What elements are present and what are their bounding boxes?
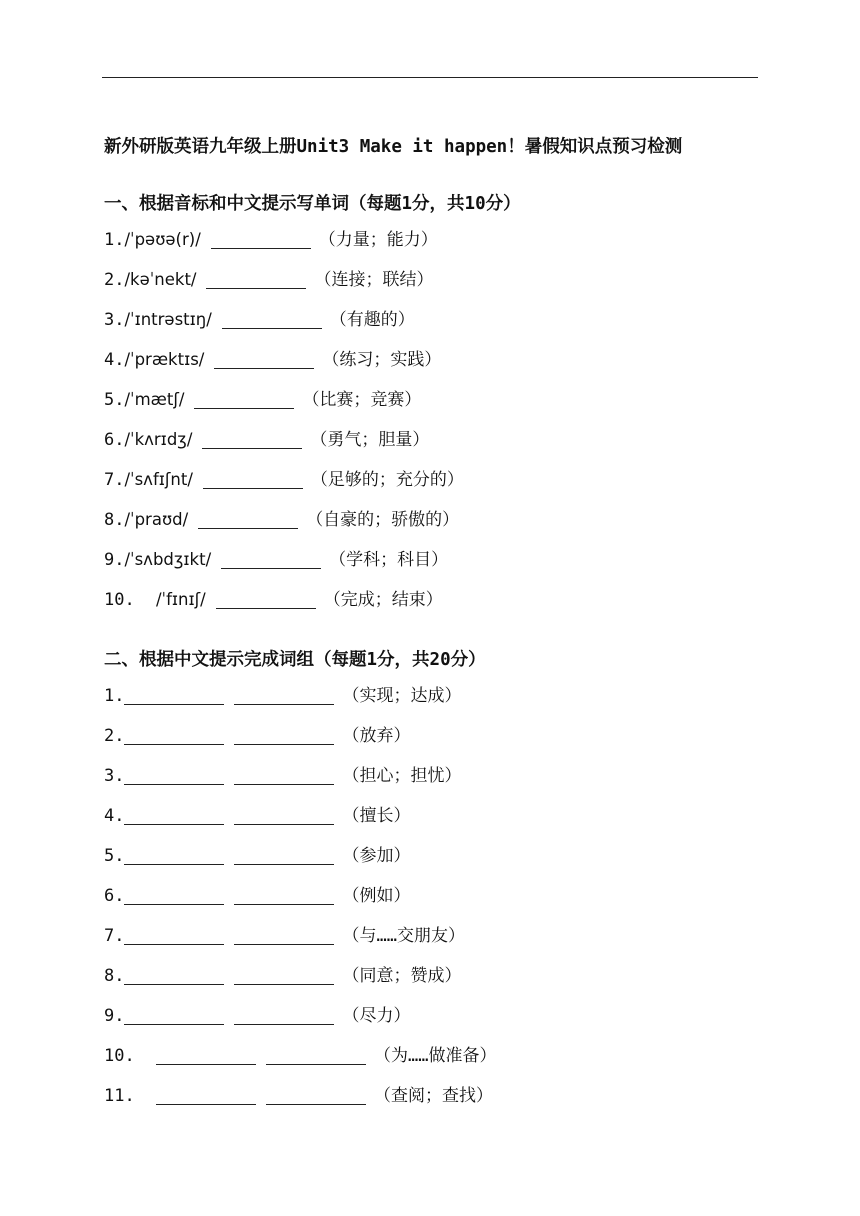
item-number: 8. [104, 510, 125, 530]
word-item [104, 468, 464, 492]
phonetic: /ˈpraʊd/ [124, 510, 189, 529]
answer-blank[interactable] [214, 350, 314, 369]
item-number: 4. [104, 806, 125, 826]
answer-blank[interactable] [124, 886, 224, 905]
phrase-item [104, 684, 461, 708]
chinese-hint: （比赛；竞赛） [302, 390, 422, 410]
answer-blank[interactable] [234, 806, 334, 825]
answer-blank[interactable] [221, 550, 321, 569]
answer-blank[interactable] [211, 230, 311, 249]
answer-blank[interactable] [156, 1046, 256, 1065]
item-number: 6. [104, 430, 125, 450]
item-number: 4. [104, 350, 125, 370]
answer-blank[interactable] [266, 1046, 366, 1065]
answer-blank[interactable] [234, 886, 334, 905]
phonetic: /ˈpəʊə(r)/ [124, 230, 201, 249]
phrase-item [104, 1084, 493, 1108]
chinese-hint: （完成；结束） [323, 590, 443, 610]
answer-blank[interactable] [124, 686, 224, 705]
phrase-item [104, 804, 410, 828]
answer-blank[interactable] [124, 846, 224, 865]
answer-blank[interactable] [234, 926, 334, 945]
answer-blank[interactable] [124, 766, 224, 785]
chinese-hint: （学科；科目） [329, 550, 449, 570]
item-number: 7. [104, 926, 125, 946]
answer-blank[interactable] [124, 926, 224, 945]
item-number: 10. [104, 1046, 135, 1066]
word-item [104, 428, 429, 452]
answer-blank[interactable] [234, 766, 334, 785]
chinese-hint: （尽力） [342, 1006, 411, 1026]
phrase-item [104, 884, 410, 908]
item-number: 1. [104, 686, 125, 706]
phonetic: /ˈpræktɪs/ [124, 350, 205, 369]
chinese-hint: （担心；担忧） [342, 766, 462, 786]
phrase-item [104, 964, 461, 988]
answer-blank[interactable] [124, 966, 224, 985]
chinese-hint: （有趣的） [329, 310, 415, 330]
answer-blank[interactable] [216, 590, 316, 609]
word-item [104, 228, 438, 252]
chinese-hint: （实现；达成） [342, 686, 462, 706]
answer-blank[interactable] [124, 726, 224, 745]
phonetic: /ˈsʌbdʒɪkt/ [124, 550, 212, 569]
item-number: 2. [104, 726, 125, 746]
chinese-hint: （与……交朋友） [342, 926, 465, 946]
phrase-item [104, 844, 410, 868]
section1-heading: 一、根据音标和中文提示写单词（每题1分，共10分） [104, 194, 521, 214]
answer-blank[interactable] [202, 430, 302, 449]
item-number: 5. [104, 846, 125, 866]
section2-heading: 二、根据中文提示完成词组（每题1分，共20分） [104, 650, 486, 670]
answer-blank[interactable] [266, 1086, 366, 1105]
item-number: 10. [104, 590, 135, 610]
chinese-hint: （连接；联结） [314, 270, 434, 290]
header-rule [102, 77, 758, 78]
chinese-hint: （足够的；充分的） [310, 470, 464, 490]
item-number: 6. [104, 886, 125, 906]
item-number: 9. [104, 1006, 125, 1026]
chinese-hint: （练习；实践） [322, 350, 442, 370]
item-number: 8. [104, 966, 125, 986]
answer-blank[interactable] [198, 510, 298, 529]
phonetic: /ˈɪntrəstɪŋ/ [124, 310, 212, 329]
item-number: 1. [104, 230, 125, 250]
answer-blank[interactable] [156, 1086, 256, 1105]
chinese-hint: （放弃） [342, 726, 411, 746]
answer-blank[interactable] [234, 846, 334, 865]
phonetic: /ˈsʌfɪʃnt/ [124, 470, 193, 489]
chinese-hint: （例如） [342, 886, 411, 906]
chinese-hint: （查阅；查找） [374, 1086, 493, 1106]
word-item [104, 308, 415, 332]
word-item [104, 348, 441, 372]
phrase-item [104, 1004, 410, 1028]
item-number: 3. [104, 310, 125, 330]
phrase-item [104, 724, 410, 748]
chinese-hint: （勇气；胆量） [310, 430, 430, 450]
answer-blank[interactable] [234, 966, 334, 985]
phonetic: /ˈmætʃ/ [124, 390, 185, 409]
chinese-hint: （自豪的；骄傲的） [306, 510, 460, 530]
item-number: 9. [104, 550, 125, 570]
word-item [104, 588, 443, 612]
phrase-item [104, 1044, 496, 1068]
answer-blank[interactable] [124, 806, 224, 825]
item-number: 7. [104, 470, 125, 490]
chinese-hint: （为……做准备） [374, 1046, 497, 1066]
chinese-hint: （擅长） [342, 806, 411, 826]
page-title: 新外研版英语九年级上册Unit3 Make it happen！暑假知识点预习检测 [104, 137, 683, 157]
answer-blank[interactable] [234, 726, 334, 745]
phonetic: /ˈkʌrɪdʒ/ [124, 430, 193, 449]
chinese-hint: （参加） [342, 846, 411, 866]
answer-blank[interactable] [234, 1006, 334, 1025]
phrase-item [104, 924, 465, 948]
answer-blank[interactable] [194, 390, 294, 409]
item-number: 5. [104, 390, 125, 410]
answer-blank[interactable] [222, 310, 322, 329]
answer-blank[interactable] [124, 1006, 224, 1025]
chinese-hint: （力量；能力） [318, 230, 438, 250]
word-item [104, 548, 448, 572]
item-number: 11. [104, 1086, 135, 1106]
chinese-hint: （同意；赞成） [342, 966, 462, 986]
word-item [104, 268, 433, 292]
item-number: 2. [104, 270, 125, 290]
answer-blank[interactable] [203, 470, 303, 489]
answer-blank[interactable] [234, 686, 334, 705]
answer-blank[interactable] [206, 270, 306, 289]
phonetic: /kəˈnekt/ [124, 270, 197, 289]
phonetic: /ˈfɪnɪʃ/ [156, 590, 206, 609]
word-item [104, 388, 421, 412]
phrase-item [104, 764, 461, 788]
item-number: 3. [104, 766, 125, 786]
word-item [104, 508, 459, 532]
